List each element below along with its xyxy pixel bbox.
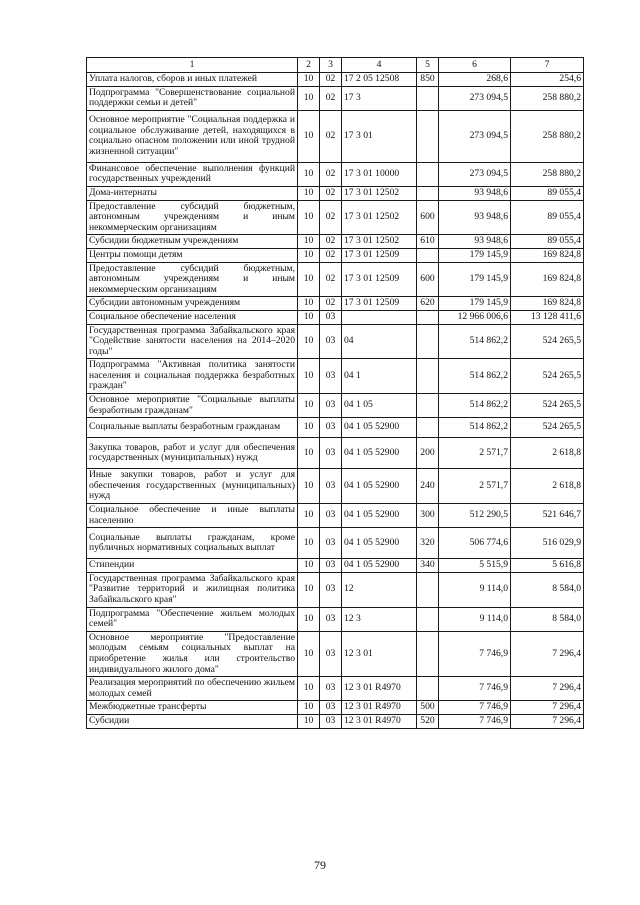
row-target-article: 17 2 05 12508 <box>342 73 417 87</box>
row-amount-year2: 7 296,4 <box>511 677 584 701</box>
row-subsection: 03 <box>320 677 342 701</box>
row-subsection: 02 <box>320 235 342 249</box>
row-expense-type: 200 <box>417 438 439 469</box>
row-target-article: 04 1 05 52900 <box>342 559 417 573</box>
row-name: Основное мероприятие "Предоставление молодым семьям социальных выплат на приобретение жилья или строительство индивидуального жилого дома" <box>87 631 298 676</box>
table-row <box>87 110 584 162</box>
row-amount-year1: 179 145,9 <box>439 297 511 311</box>
row-expense-type: 620 <box>417 297 439 311</box>
table-row <box>87 528 584 559</box>
table-row <box>87 469 584 504</box>
row-name: Дома-интернаты <box>87 186 298 200</box>
row-subsection: 03 <box>320 572 342 607</box>
row-expense-type: 320 <box>417 528 439 559</box>
row-section: 10 <box>298 631 320 676</box>
row-subsection: 02 <box>320 73 342 87</box>
row-subsection: 02 <box>320 186 342 200</box>
row-section: 10 <box>298 469 320 504</box>
header-col-amount-year1: 6 <box>439 58 511 73</box>
table-body <box>87 73 584 729</box>
row-amount-year1: 93 948,6 <box>439 200 511 235</box>
row-section: 10 <box>298 162 320 186</box>
row-subsection: 02 <box>320 200 342 235</box>
row-subsection: 03 <box>320 324 342 359</box>
row-section: 10 <box>298 504 320 528</box>
row-subsection: 03 <box>320 607 342 631</box>
row-amount-year2: 7 296,4 <box>511 701 584 715</box>
row-target-article: 04 1 05 52900 <box>342 528 417 559</box>
row-target-article: 12 3 01 R4970 <box>342 701 417 715</box>
row-name: Государственная программа Забайкальского края "Содействие занятости населения на 2014–2020 годы" <box>87 324 298 359</box>
row-amount-year2: 5 616,8 <box>511 559 584 573</box>
row-subsection: 03 <box>320 631 342 676</box>
row-amount-year2: 8 584,0 <box>511 572 584 607</box>
row-expense-type <box>417 248 439 262</box>
row-target-article: 17 3 <box>342 86 417 110</box>
row-name: Подпрограмма "Совершенствование социальной поддержки семьи и детей" <box>87 86 298 110</box>
row-target-article: 12 3 01 R4970 <box>342 677 417 701</box>
row-name: Субсидии автономным учреждениям <box>87 297 298 311</box>
row-section: 10 <box>298 248 320 262</box>
row-amount-year1: 512 290,5 <box>439 504 511 528</box>
row-amount-year1: 7 746,9 <box>439 714 511 728</box>
table-row <box>87 200 584 235</box>
row-amount-year2: 7 296,4 <box>511 714 584 728</box>
row-section: 10 <box>298 528 320 559</box>
row-name: Подпрограмма "Обеспечение жильем молодых семей" <box>87 607 298 631</box>
row-target-article: 04 1 05 52900 <box>342 504 417 528</box>
row-expense-type: 500 <box>417 701 439 715</box>
row-section: 10 <box>298 438 320 469</box>
row-subsection: 02 <box>320 86 342 110</box>
row-subsection: 03 <box>320 438 342 469</box>
row-subsection: 03 <box>320 310 342 324</box>
row-section: 10 <box>298 297 320 311</box>
row-amount-year2: 521 646,7 <box>511 504 584 528</box>
row-section: 10 <box>298 73 320 87</box>
row-subsection: 03 <box>320 701 342 715</box>
row-amount-year2: 7 296,4 <box>511 631 584 676</box>
row-target-article: 12 3 <box>342 607 417 631</box>
row-amount-year1: 506 774,6 <box>439 528 511 559</box>
row-subsection: 03 <box>320 469 342 504</box>
row-target-article: 17 3 01 12502 <box>342 186 417 200</box>
row-expense-type <box>417 162 439 186</box>
row-target-article: 04 1 05 52900 <box>342 438 417 469</box>
row-section: 10 <box>298 110 320 162</box>
row-name: Государственная программа Забайкальского края "Развитие территорий и жилищная политика Забайкальского края" <box>87 572 298 607</box>
row-name: Подпрограмма "Активная политика занятости населения и социальная поддержка безработных граждан" <box>87 359 298 394</box>
row-name: Основное мероприятие "Социальные выплаты безработным гражданам" <box>87 394 298 418</box>
row-target-article: 04 1 05 52900 <box>342 418 417 438</box>
row-subsection: 03 <box>320 418 342 438</box>
row-amount-year2: 89 055,4 <box>511 186 584 200</box>
row-expense-type <box>417 394 439 418</box>
row-target-article: 04 1 05 52900 <box>342 469 417 504</box>
row-amount-year2: 524 265,5 <box>511 324 584 359</box>
row-subsection: 03 <box>320 394 342 418</box>
table-row <box>87 359 584 394</box>
row-expense-type <box>417 607 439 631</box>
row-expense-type <box>417 310 439 324</box>
row-subsection: 03 <box>320 359 342 394</box>
row-amount-year1: 273 094,5 <box>439 110 511 162</box>
row-name: Предоставление субсидий бюджетным, автономным учреждениям и иным некоммерческим организациям <box>87 200 298 235</box>
header-col-amount-year2: 7 <box>511 58 584 73</box>
row-amount-year1: 93 948,6 <box>439 186 511 200</box>
row-name: Стипендии <box>87 559 298 573</box>
table-row <box>87 631 584 676</box>
row-expense-type <box>417 418 439 438</box>
row-expense-type: 520 <box>417 714 439 728</box>
row-section: 10 <box>298 359 320 394</box>
row-name: Предоставление субсидий бюджетным, автономным учреждениям и иным некоммерческим организациям <box>87 262 298 297</box>
row-target-article: 12 3 01 <box>342 631 417 676</box>
row-amount-year2: 254,6 <box>511 73 584 87</box>
row-name: Реализация мероприятий по обеспечению жильем молодых семей <box>87 677 298 701</box>
table-row <box>87 324 584 359</box>
table-row <box>87 162 584 186</box>
row-amount-year1: 5 515,9 <box>439 559 511 573</box>
row-amount-year1: 7 746,9 <box>439 677 511 701</box>
table-row <box>87 572 584 607</box>
table-row <box>87 701 584 715</box>
row-amount-year2: 13 128 411,6 <box>511 310 584 324</box>
row-section: 10 <box>298 677 320 701</box>
row-expense-type <box>417 359 439 394</box>
table-row <box>87 235 584 249</box>
row-section: 10 <box>298 559 320 573</box>
row-expense-type <box>417 110 439 162</box>
row-amount-year2: 524 265,5 <box>511 418 584 438</box>
row-name: Уплата налогов, сборов и иных платежей <box>87 73 298 87</box>
row-amount-year1: 179 145,9 <box>439 248 511 262</box>
row-section: 10 <box>298 186 320 200</box>
table-row <box>87 73 584 87</box>
row-amount-year2: 258 880,2 <box>511 162 584 186</box>
row-expense-type: 600 <box>417 200 439 235</box>
row-amount-year1: 273 094,5 <box>439 162 511 186</box>
table-row <box>87 248 584 262</box>
row-target-article: 17 3 01 12509 <box>342 262 417 297</box>
row-amount-year2: 258 880,2 <box>511 86 584 110</box>
row-target-article: 17 3 01 10000 <box>342 162 417 186</box>
row-expense-type: 240 <box>417 469 439 504</box>
table-row <box>87 394 584 418</box>
header-row <box>87 58 584 73</box>
row-amount-year1: 2 571,7 <box>439 469 511 504</box>
row-amount-year2: 516 029,9 <box>511 528 584 559</box>
row-amount-year2: 89 055,4 <box>511 235 584 249</box>
row-amount-year1: 514 862,2 <box>439 324 511 359</box>
row-amount-year1: 514 862,2 <box>439 359 511 394</box>
table-row <box>87 559 584 573</box>
row-amount-year1: 514 862,2 <box>439 394 511 418</box>
row-section: 10 <box>298 607 320 631</box>
row-expense-type: 340 <box>417 559 439 573</box>
row-section: 10 <box>298 572 320 607</box>
header-col-name: 1 <box>87 58 298 73</box>
row-expense-type: 600 <box>417 262 439 297</box>
row-target-article: 04 <box>342 324 417 359</box>
row-amount-year2: 169 824,8 <box>511 297 584 311</box>
row-target-article: 04 1 05 <box>342 394 417 418</box>
row-amount-year1: 514 862,2 <box>439 418 511 438</box>
row-amount-year2: 258 880,2 <box>511 110 584 162</box>
row-amount-year2: 524 265,5 <box>511 394 584 418</box>
header-col-target-article: 4 <box>342 58 417 73</box>
row-amount-year2: 2 618,8 <box>511 438 584 469</box>
row-amount-year1: 7 746,9 <box>439 631 511 676</box>
row-name: Социальное обеспечение и иные выплаты населению <box>87 504 298 528</box>
row-expense-type <box>417 631 439 676</box>
row-expense-type: 610 <box>417 235 439 249</box>
row-section: 10 <box>298 701 320 715</box>
row-subsection: 02 <box>320 110 342 162</box>
row-target-article: 12 3 01 R4970 <box>342 714 417 728</box>
row-name: Закупка товаров, работ и услуг для обеспечения государственных (муниципальных) нужд <box>87 438 298 469</box>
table-row <box>87 438 584 469</box>
table-row <box>87 504 584 528</box>
row-name: Социальные выплаты безработным гражданам <box>87 418 298 438</box>
row-subsection: 03 <box>320 504 342 528</box>
row-name: Основное мероприятие "Социальная поддержка и социальное обслуживание детей, находящихся в социально опасном положении или иной трудной жизненной ситуации" <box>87 110 298 162</box>
document-page <box>86 57 583 729</box>
row-expense-type: 850 <box>417 73 439 87</box>
table-row <box>87 310 584 324</box>
table-row <box>87 262 584 297</box>
row-target-article: 17 3 01 12502 <box>342 200 417 235</box>
row-section: 10 <box>298 86 320 110</box>
row-amount-year2: 169 824,8 <box>511 248 584 262</box>
row-section: 10 <box>298 714 320 728</box>
row-amount-year1: 273 094,5 <box>439 86 511 110</box>
row-subsection: 02 <box>320 162 342 186</box>
row-expense-type: 300 <box>417 504 439 528</box>
row-section: 10 <box>298 418 320 438</box>
row-amount-year1: 7 746,9 <box>439 701 511 715</box>
row-subsection: 02 <box>320 297 342 311</box>
header-col-expense-type: 5 <box>417 58 439 73</box>
row-target-article <box>342 310 417 324</box>
table-row <box>87 86 584 110</box>
row-target-article: 12 <box>342 572 417 607</box>
row-name: Социальное обеспечение населения <box>87 310 298 324</box>
row-amount-year1: 268,6 <box>439 73 511 87</box>
row-section: 10 <box>298 310 320 324</box>
row-expense-type <box>417 86 439 110</box>
row-amount-year1: 12 966 006,6 <box>439 310 511 324</box>
row-section: 10 <box>298 262 320 297</box>
row-name: Субсидии бюджетным учреждениям <box>87 235 298 249</box>
row-subsection: 03 <box>320 528 342 559</box>
row-amount-year2: 89 055,4 <box>511 200 584 235</box>
row-amount-year2: 169 824,8 <box>511 262 584 297</box>
table-row <box>87 418 584 438</box>
row-expense-type <box>417 324 439 359</box>
row-expense-type <box>417 677 439 701</box>
row-amount-year2: 2 618,8 <box>511 469 584 504</box>
header-col-section: 2 <box>298 58 320 73</box>
row-target-article: 17 3 01 12509 <box>342 248 417 262</box>
row-name: Социальные выплаты гражданам, кроме публичных нормативных социальных выплат <box>87 528 298 559</box>
row-amount-year2: 524 265,5 <box>511 359 584 394</box>
row-name: Иные закупки товаров, работ и услуг для обеспечения государственных (муниципальных) нужд <box>87 469 298 504</box>
row-target-article: 17 3 01 <box>342 110 417 162</box>
page-number: 79 <box>314 858 326 872</box>
row-amount-year2: 8 584,0 <box>511 607 584 631</box>
row-amount-year1: 93 948,6 <box>439 235 511 249</box>
row-expense-type <box>417 572 439 607</box>
header-col-subsection: 3 <box>320 58 342 73</box>
row-subsection: 03 <box>320 559 342 573</box>
row-subsection: 03 <box>320 714 342 728</box>
row-section: 10 <box>298 324 320 359</box>
row-section: 10 <box>298 200 320 235</box>
row-amount-year1: 9 114,0 <box>439 572 511 607</box>
table-row <box>87 186 584 200</box>
row-target-article: 17 3 01 12502 <box>342 235 417 249</box>
table-row <box>87 607 584 631</box>
row-target-article: 17 3 01 12509 <box>342 297 417 311</box>
row-name: Финансовое обеспечение выполнения функций государственных учреждений <box>87 162 298 186</box>
row-subsection: 02 <box>320 248 342 262</box>
row-section: 10 <box>298 235 320 249</box>
row-amount-year1: 179 145,9 <box>439 262 511 297</box>
row-subsection: 02 <box>320 262 342 297</box>
table-row <box>87 297 584 311</box>
table-row <box>87 677 584 701</box>
row-amount-year1: 2 571,7 <box>439 438 511 469</box>
row-amount-year1: 9 114,0 <box>439 607 511 631</box>
row-name: Центры помощи детям <box>87 248 298 262</box>
row-name: Межбюджетные трансферты <box>87 701 298 715</box>
row-expense-type <box>417 186 439 200</box>
row-target-article: 04 1 <box>342 359 417 394</box>
row-name: Субсидии <box>87 714 298 728</box>
row-section: 10 <box>298 394 320 418</box>
table-row <box>87 714 584 728</box>
budget-table <box>86 57 584 729</box>
